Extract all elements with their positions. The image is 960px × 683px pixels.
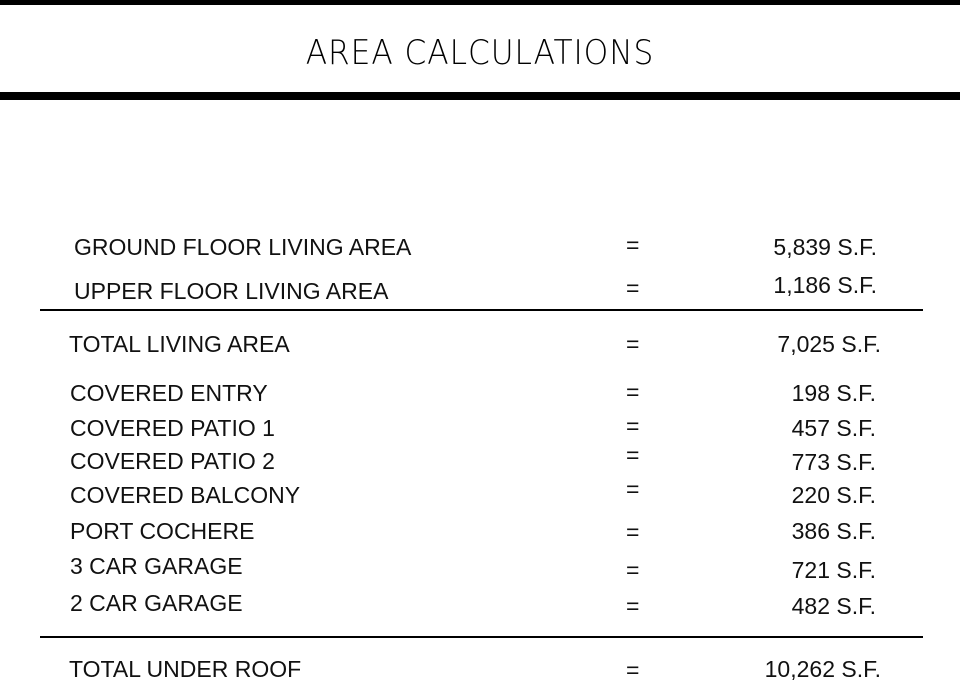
row-equals-port-cochere: = (626, 519, 640, 545)
row-label-covered-balcony: COVERED BALCONY (70, 482, 301, 508)
row-value-ground-floor: 5,839 S.F. (773, 234, 877, 260)
row-label-covered-entry: COVERED ENTRY (70, 380, 268, 406)
row-equals-upper-floor: = (626, 275, 640, 301)
total-under-roof-value: 10,262 S.F. (764, 656, 881, 682)
row-label-covered-patio-1: COVERED PATIO 1 (70, 415, 275, 441)
top-border-bar (0, 0, 960, 5)
row-value-covered-patio-1: 457 S.F. (791, 415, 876, 441)
row-value-3-car-garage: 721 S.F. (791, 557, 876, 583)
subtotal-divider (40, 309, 923, 311)
title-underline-bar (0, 92, 960, 100)
row-label-port-cochere: PORT COCHERE (70, 518, 255, 544)
row-equals-2-car-garage: = (626, 593, 640, 619)
grand-total-divider (40, 636, 923, 638)
row-equals-covered-balcony: = (626, 476, 640, 502)
row-value-covered-balcony: 220 S.F. (791, 482, 876, 508)
row-label-3-car-garage: 3 CAR GARAGE (70, 553, 243, 579)
total-under-roof-label: TOTAL UNDER ROOF (69, 656, 302, 682)
total-living-equals: = (626, 331, 640, 357)
total-living-label: TOTAL LIVING AREA (69, 331, 290, 357)
page-title: AREA CALCULATIONS (305, 33, 655, 73)
row-equals-covered-entry: = (626, 379, 640, 405)
row-equals-covered-patio-2: = (626, 442, 640, 468)
total-living-value: 7,025 S.F. (777, 331, 881, 357)
row-equals-covered-patio-1: = (626, 413, 640, 439)
total-under-roof-equals: = (626, 657, 640, 683)
row-equals-3-car-garage: = (626, 557, 640, 583)
row-value-covered-entry: 198 S.F. (791, 380, 876, 406)
row-label-covered-patio-2: COVERED PATIO 2 (70, 448, 275, 474)
row-value-upper-floor: 1,186 S.F. (773, 272, 877, 298)
row-value-port-cochere: 386 S.F. (791, 518, 876, 544)
row-label-2-car-garage: 2 CAR GARAGE (70, 590, 243, 616)
row-value-covered-patio-2: 773 S.F. (791, 449, 876, 475)
row-value-2-car-garage: 482 S.F. (791, 593, 876, 619)
row-label-ground-floor: GROUND FLOOR LIVING AREA (74, 234, 412, 260)
row-label-upper-floor: UPPER FLOOR LIVING AREA (74, 278, 389, 304)
row-equals-ground-floor: = (626, 232, 640, 258)
